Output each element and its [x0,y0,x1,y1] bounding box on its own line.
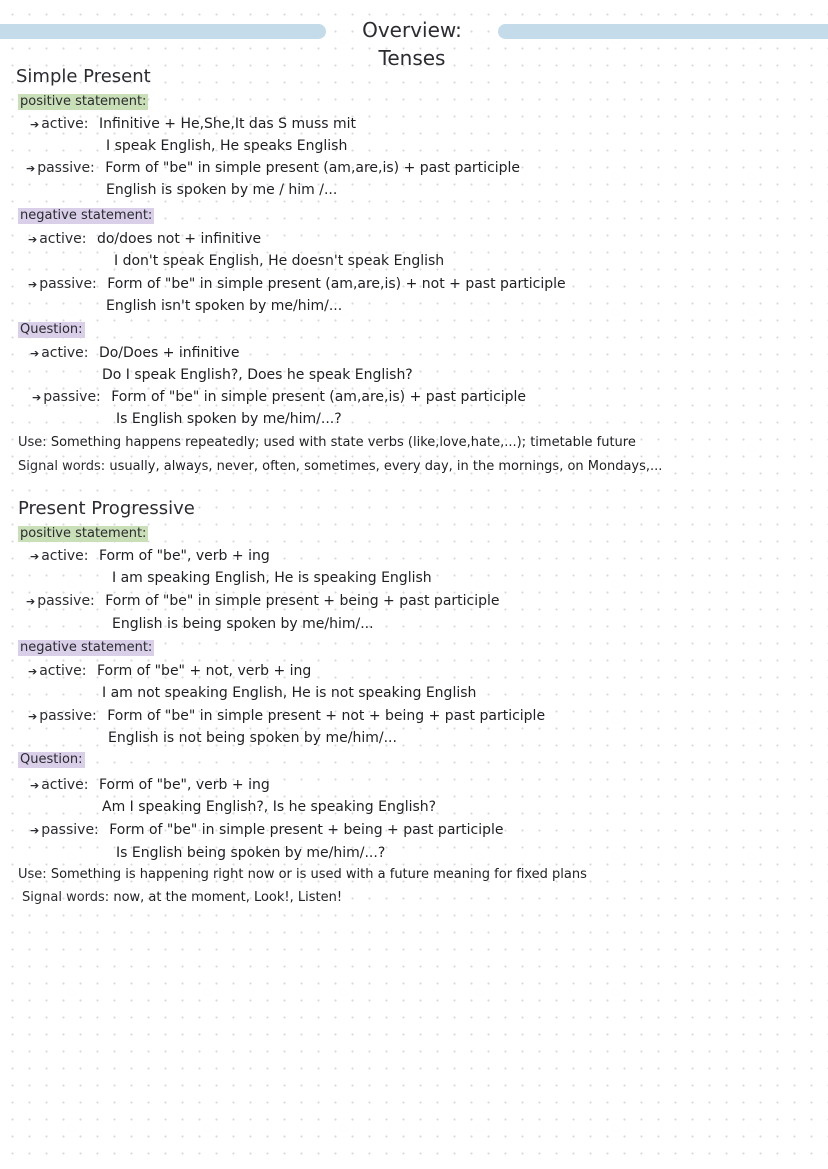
arrow-icon: ➔ [30,824,40,837]
arrow-icon: ➔ [28,710,38,723]
passive-rule-line [28,707,545,726]
passive-example: English isn't spoken by me/him/... [106,298,343,314]
passive-example: English is being spoken by me/him/... [112,616,374,632]
active-rule-line [30,344,240,363]
section-title: Simple Present [16,66,151,87]
negative-statement-label: negative statement: [20,640,153,655]
positive-statement-label: positive statement: [20,526,147,541]
passive-rule: Form of "be" in simple present (am,are,is) + past participle [105,160,521,176]
use-label: Use: [18,435,47,450]
signal-words-text: usually, always, never, often, sometimes, every day, in the mornings, on Mondays,... [109,459,663,474]
passive-rule: Form of "be" in simple present + not + being + past participle [107,708,546,724]
active-label: active: [41,345,89,361]
arrow-icon: ➔ [30,118,40,131]
positive-statement-label: positive statement: [20,94,147,109]
arrow-icon: ➔ [26,162,36,175]
active-label: active: [41,116,89,132]
passive-rule: Form of "be" in simple present + being + past participle [109,822,504,838]
active-rule: do/does not + infinitive [96,231,262,247]
active-rule-line [30,547,270,566]
passive-example: English is spoken by me / him /... [106,182,338,198]
active-rule-line [30,115,356,134]
active-rule: Form of "be", verb + ing [98,548,270,564]
use-label: Use: [18,867,47,882]
question-label: Question: [20,752,83,767]
active-rule: Form of "be" + not, verb + ing [96,663,312,679]
active-example: Do I speak English?, Does he speak English? [102,367,413,383]
active-rule-line [28,230,261,249]
passive-rule-line [32,388,526,407]
arrow-icon: ➔ [28,665,38,678]
active-rule: Infinitive + He,She,It das S muss mit [98,116,357,132]
passive-rule-line [26,159,520,178]
active-label: active: [39,663,87,679]
title-highlight-left [0,24,326,39]
active-example: I speak English, He speaks English [106,138,348,154]
active-rule: Form of "be", verb + ing [98,777,270,793]
use-line [18,866,587,884]
use-line [18,434,636,452]
passive-rule: Form of "be" in simple present (am,are,is) + not + past participle [107,276,566,292]
signal-words-label: Signal words: [22,890,110,905]
passive-label: passive: [37,160,95,176]
active-rule-line [28,662,311,681]
signal-words-text: now, at the moment, Look!, Listen! [113,890,343,905]
passive-example: English is not being spoken by me/him/... [108,730,397,746]
passive-example: Is English being spoken by me/him/...? [116,845,386,861]
passive-rule: Form of "be" in simple present + being + past participle [105,593,500,609]
question-label: Question: [20,322,83,337]
arrow-icon: ➔ [30,550,40,563]
active-rule-line [30,776,270,795]
arrow-icon: ➔ [28,278,38,291]
active-example: Am I speaking English?, Is he speaking English? [102,799,437,815]
passive-label: passive: [39,708,97,724]
passive-label: passive: [39,276,97,292]
signal-words-line [18,458,662,476]
section-title: Present Progressive [18,498,195,519]
active-example: I am speaking English, He is speaking English [112,570,432,586]
arrow-icon: ➔ [28,233,38,246]
passive-rule-line [26,592,500,611]
active-label: active: [41,548,89,564]
active-example: I am not speaking English, He is not speaking English [102,685,477,701]
passive-label: passive: [41,822,99,838]
use-text: Something is happening right now or is used with a future meaning for fixed plans [50,867,587,882]
passive-rule-line [28,275,566,294]
signal-words-label: Signal words: [18,459,106,474]
passive-label: passive: [37,593,95,609]
active-example: I don't speak English, He doesn't speak English [114,253,445,269]
active-label: active: [39,231,87,247]
passive-rule-line [30,821,504,840]
title-bar [0,14,828,70]
page-title: Overview: Tenses [362,18,462,70]
arrow-icon: ➔ [30,779,40,792]
signal-words-line [22,889,342,907]
passive-label: passive: [43,389,101,405]
active-label: active: [41,777,89,793]
title-highlight-right [498,24,828,39]
passive-rule: Form of "be" in simple present (am,are,is) + past participle [111,389,527,405]
use-text: Something happens repeatedly; used with state verbs (like,love,hate,...); timetable future [50,435,636,450]
arrow-icon: ➔ [32,391,42,404]
arrow-icon: ➔ [26,595,36,608]
passive-example: Is English spoken by me/him/...? [116,411,342,427]
active-rule: Do/Does + infinitive [98,345,240,361]
arrow-icon: ➔ [30,347,40,360]
negative-statement-label: negative statement: [20,208,153,223]
